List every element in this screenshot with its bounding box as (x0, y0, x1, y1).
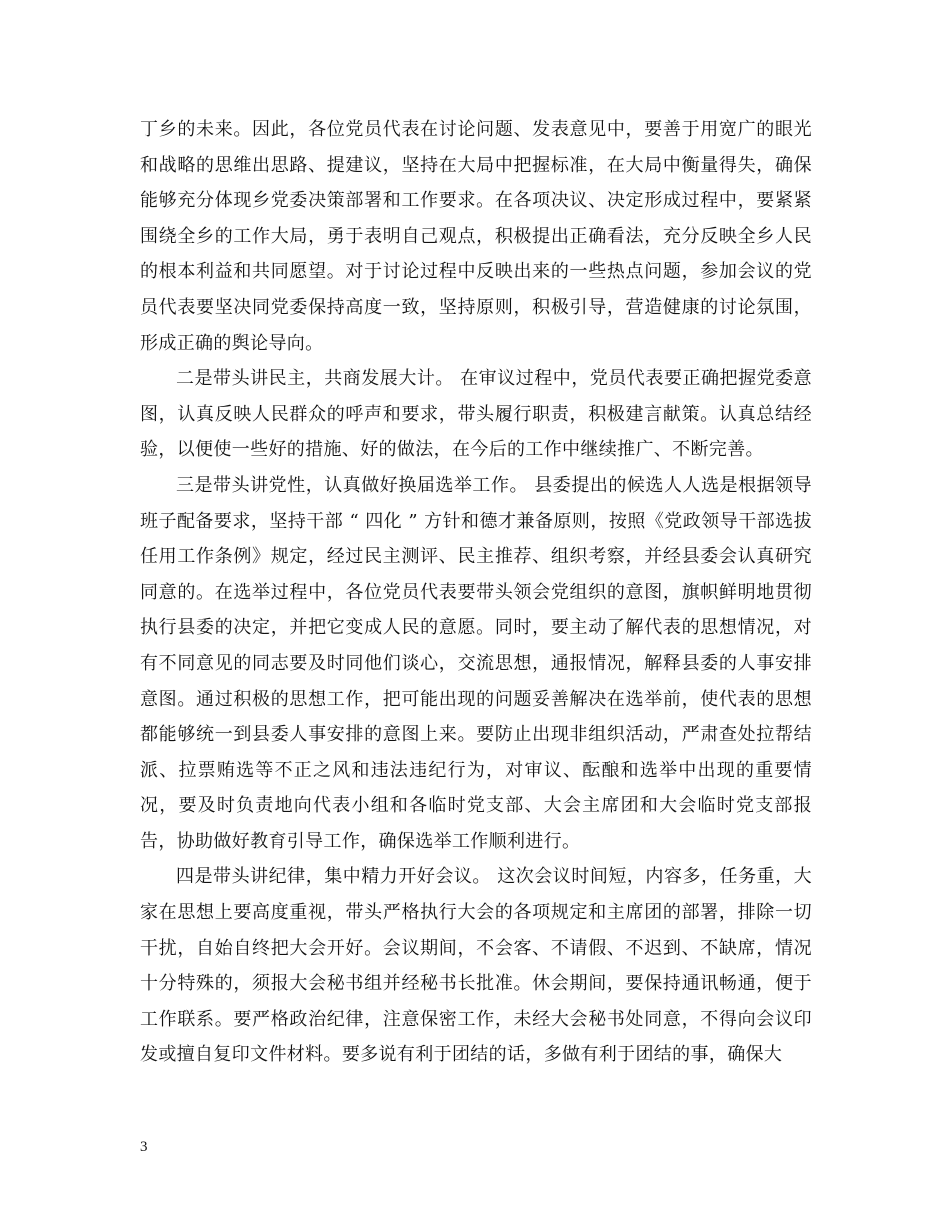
paragraph-continuation: 丁乡的未来。因此，各位党员代表在讨论问题、发表意见中，要善于用宽广的眼光和战略的思维出思路、提建议，坚持在大局中把握标准，在大局中衡量得失，确保能够充分体现乡党委决策部署和工作要求。在各项决议、决定形成过程中，要紧紧围绕全乡的工作大局，勇于表明自己观点，积极提出正确看法，充分反映全乡人民的根本利益和共同愿望。对于讨论过程中反映出来的一些热点问题，参加会议的党员代表要坚决同党委保持高度一致，坚持原则，积极引导，营造健康的讨论氛围，形成正确的舆论导向。 (140, 119, 812, 354)
body-text (140, 112, 812, 1073)
paragraph-party-spirit: 三是带头讲党性，认真做好换届选举工作。 县委提出的候选人人选是根据领导班子配备要求，坚持干部 “ 四化 ” 方针和德才兼备原则，按照《党政领导干部选拔任用工作条例》规定，经过民主测评、民主推荐、组织考察，并经县委会认真研究同意的。在选举过程中，各位党员代表要带头领会党组织的意图，旗帜鲜明地贯彻执行县委的决定，并把它变成人民的意愿。同时，要主动了解代表的思想情况，对有不同意见的同志要及时同他们谈心，交流思想，通报情况，解释县委的人事安排意图。通过积极的思想工作，把可能出现的问题妥善解决在选举前，使代表的思想都能够统一到县委人事安排的意图上来。要防止出现非组织活动，严肃查处拉帮结派、拉票贿选等不正之风和违法违纪行为，对审议、酝酿和选举中出现的重要情况，要及时负责地向代表小组和各临时党支部、大会主席团和大会临时党支部报告，协助做好教育引导工作，确保选举工作顺利进行。 (140, 474, 812, 852)
page-number: 3 (140, 1139, 148, 1155)
paragraph-discipline: 四是带头讲纪律，集中精力开好会议。 这次会议时间短，内容多，任务重，大家在思想上要高度重视，带头严格执行大会的各项规定和主席团的部署，排除一切干扰，自始自终把大会开好。会议期间，不会客、不请假、不迟到、不缺席，情况十分特殊的，须报大会秘书组并经秘书长批准。休会期间，要保持通讯畅通，便于工作联系。要严格政治纪律，注意保密工作，未经大会秘书处同意，不得向会议印发或擅自复印文件材料。要多说有利于团结的话，多做有利于团结的事，确保大 (140, 866, 812, 1066)
paragraph-democracy: 二是带头讲民主，共商发展大计。 在审议过程中，党员代表要正确把握党委意图，认真反映人民群众的呼声和要求，带头履行职责，积极建言献策。认真总结经验，以便使一些好的措施、好的做法，在今后的工作中继续推广、不断完善。 (140, 368, 812, 461)
